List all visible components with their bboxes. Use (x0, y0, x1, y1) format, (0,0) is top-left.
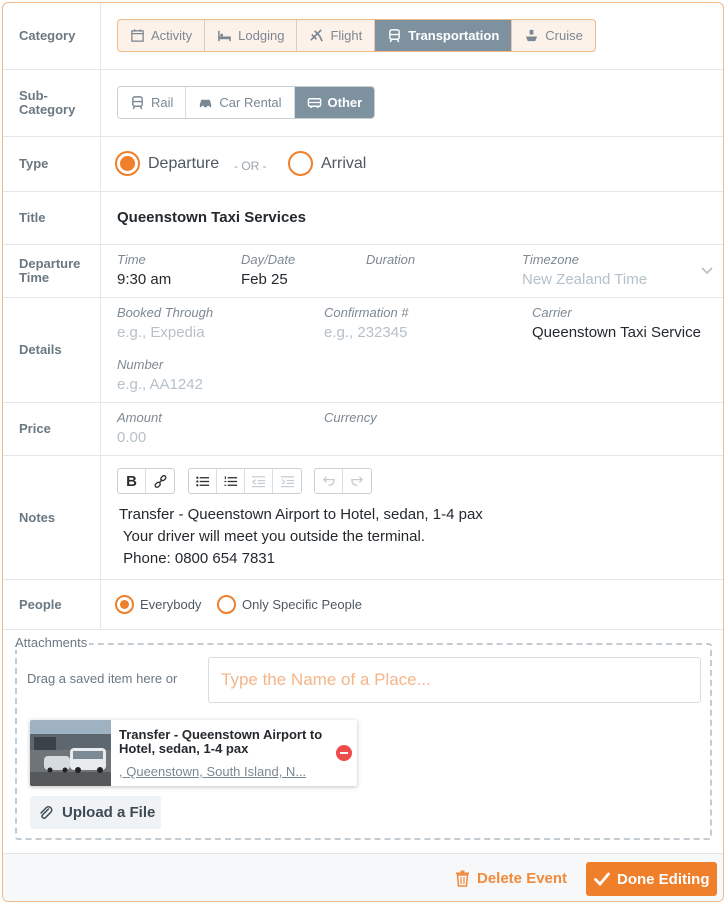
link-icon (153, 474, 168, 489)
confirmation-input[interactable]: e.g., 232345 (324, 324, 408, 341)
notes-line[interactable]: Transfer - Queenstown Airport to Hotel, sedan, 1-4 pax (119, 506, 483, 523)
category-cruise-label: Cruise (545, 28, 583, 43)
arrival-option-label: Arrival (321, 154, 367, 172)
done-editing-button[interactable] (586, 862, 717, 896)
departure-option[interactable] (115, 151, 219, 176)
bed-icon (217, 28, 232, 43)
bullet-list-button[interactable] (189, 469, 217, 493)
numbered-list-button[interactable] (217, 469, 245, 493)
notes-line[interactable]: Phone: 0800 654 7831 (119, 550, 275, 567)
numbered-list-icon (223, 474, 238, 489)
ship-icon (524, 28, 539, 43)
car-icon (198, 95, 213, 110)
arrival-radio[interactable] (288, 151, 313, 176)
currency-label: Currency (324, 410, 377, 425)
indent-icon (280, 474, 295, 489)
redo-icon (350, 474, 365, 489)
indent-button[interactable] (273, 469, 301, 493)
number-label: Number (117, 357, 164, 372)
title-label: Title (3, 192, 101, 244)
list-format-group (188, 468, 302, 494)
date-label: Day/Date (241, 252, 296, 267)
people-row (3, 580, 723, 630)
attached-place-card[interactable] (30, 720, 357, 786)
arrival-option[interactable] (288, 151, 366, 176)
bold-button[interactable] (118, 469, 146, 493)
details-row (3, 298, 723, 403)
place-search-input[interactable] (208, 657, 701, 703)
amount-label: Amount (117, 410, 162, 425)
time-input[interactable]: 9:30 am (117, 271, 172, 288)
category-lodging[interactable] (205, 20, 297, 51)
specific-people-option[interactable] (217, 595, 362, 614)
subcategory-selector (117, 86, 375, 119)
category-row (3, 3, 723, 70)
calendar-icon (130, 28, 145, 43)
form-footer (3, 853, 723, 901)
drag-hint: Drag a saved item here or (27, 671, 178, 686)
everybody-radio[interactable] (115, 595, 134, 614)
remove-attachment-button[interactable] (336, 745, 352, 761)
departure-option-label: Departure (148, 154, 220, 172)
duration-label: Duration (366, 252, 416, 267)
text-format-group (117, 468, 175, 494)
title-row (3, 192, 723, 245)
amount-input[interactable]: 0.00 (117, 429, 147, 446)
confirmation-label: Confirmation # (324, 305, 409, 320)
bold-icon: B (126, 472, 137, 490)
departure-time-label: Departure Time (3, 245, 101, 297)
outdent-button[interactable] (245, 469, 273, 493)
edit-event-form (2, 2, 724, 902)
title-input[interactable]: Queenstown Taxi Services (117, 209, 306, 226)
category-lodging-label: Lodging (238, 28, 285, 43)
departure-time-row (3, 245, 723, 298)
history-group (314, 468, 372, 494)
category-transportation[interactable] (375, 20, 512, 51)
category-activity[interactable] (118, 20, 205, 51)
or-separator: - OR - (234, 159, 267, 173)
subcategory-car-rental[interactable] (186, 87, 294, 118)
booked-through-label: Booked Through (117, 305, 214, 320)
everybody-option-label: Everybody (140, 597, 202, 612)
specific-people-radio[interactable] (217, 595, 236, 614)
category-label: Category (3, 3, 101, 69)
number-input[interactable]: e.g., AA1242 (117, 376, 203, 393)
category-transportation-label: Transportation (408, 28, 500, 43)
subcategory-label: Sub- Category (3, 70, 101, 136)
carrier-input[interactable]: Queenstown Taxi Service (532, 324, 701, 341)
airplane-icon (309, 28, 324, 43)
price-label: Price (3, 403, 101, 455)
checkmark-icon (594, 872, 610, 886)
timezone-label: Timezone (522, 252, 579, 267)
timezone-select[interactable]: New Zealand Time (522, 271, 648, 288)
chevron-down-icon[interactable] (701, 267, 713, 275)
link-button[interactable] (146, 469, 174, 493)
date-input[interactable]: Feb 25 (241, 271, 288, 288)
notes-row (3, 456, 723, 580)
train-icon (130, 95, 145, 110)
people-label: People (3, 580, 101, 629)
paperclip-icon (38, 805, 54, 821)
place-title: Transfer - Queenstown Airport to Hotel, sedan, 1-4 pax (119, 727, 323, 756)
undo-icon (321, 474, 336, 489)
bus-icon (307, 95, 322, 110)
undo-button[interactable] (315, 469, 343, 493)
place-photo (30, 720, 111, 786)
category-selector (117, 19, 596, 52)
trash-icon (455, 870, 470, 887)
notes-label: Notes (3, 456, 101, 579)
attachments-legend: Attachments (15, 635, 88, 650)
specific-people-option-label: Only Specific People (242, 597, 362, 612)
category-activity-label: Activity (151, 28, 193, 43)
redo-button[interactable] (343, 469, 371, 493)
upload-file-button[interactable] (30, 796, 161, 829)
subcategory-rail-label: Rail (151, 95, 174, 110)
subcategory-other[interactable] (295, 87, 375, 118)
bullet-list-icon (195, 474, 210, 489)
type-row (3, 137, 723, 192)
outdent-icon (251, 474, 266, 489)
category-flight[interactable] (297, 20, 375, 51)
notes-line[interactable]: Your driver will meet you outside the terminal. (119, 528, 425, 545)
done-editing-label: Done Editing (617, 870, 710, 888)
delete-event-label: Delete Event (477, 870, 568, 887)
carrier-label: Carrier (532, 305, 572, 320)
delete-event-button[interactable] (455, 870, 567, 887)
subcategory-other-label: Other (327, 95, 363, 110)
category-cruise[interactable] (512, 20, 595, 51)
details-label: Details (3, 298, 101, 402)
upload-file-label: Upload a File (62, 804, 156, 821)
price-row (3, 403, 723, 456)
departure-radio[interactable] (115, 151, 140, 176)
subcategory-car-rental-label: Car Rental (219, 95, 282, 110)
category-flight-label: Flight (330, 28, 363, 43)
everybody-option[interactable] (115, 595, 201, 614)
train-icon (387, 28, 402, 43)
subcategory-row (3, 70, 723, 137)
booked-through-input[interactable]: e.g., Expedia (117, 324, 205, 341)
type-label: Type (3, 137, 101, 191)
time-label: Time (117, 252, 146, 267)
subcategory-rail[interactable] (118, 87, 186, 118)
place-address-link[interactable]: , Queenstown, South Island, N... (119, 764, 307, 779)
